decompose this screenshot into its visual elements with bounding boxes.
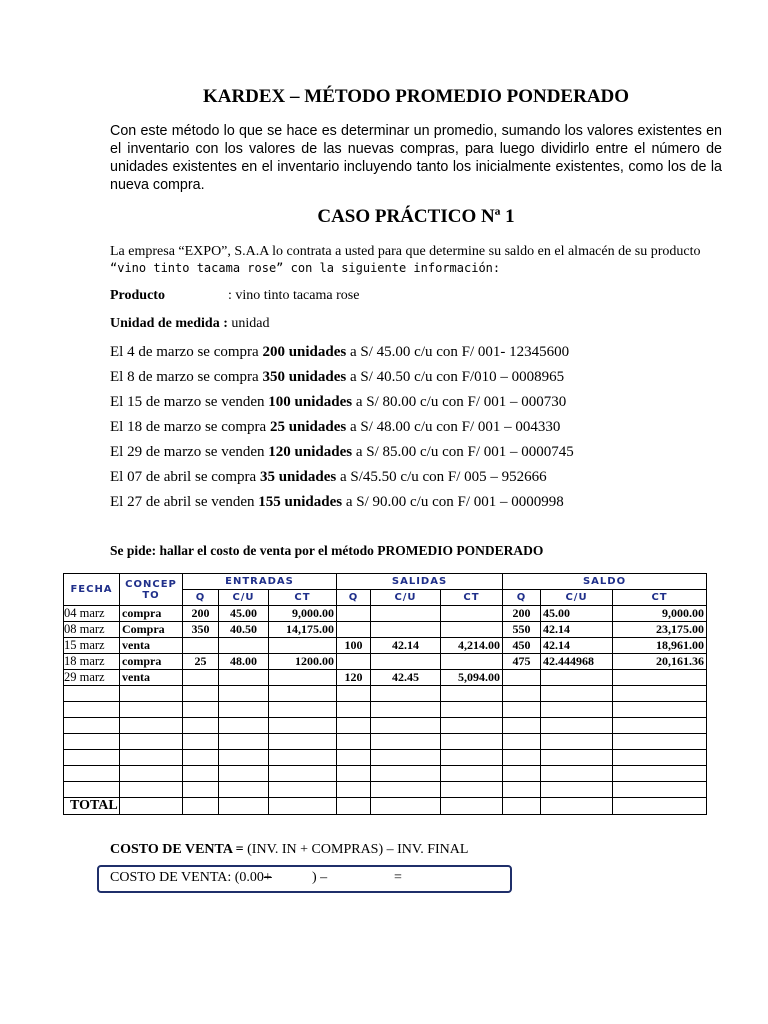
concepto-cell: [120, 686, 183, 702]
company-product-quote: “vino tinto tacama rose”: [110, 261, 284, 275]
header-salidas-ct: CT: [441, 590, 503, 606]
table-row: [64, 782, 707, 798]
entradas-ct-cell: [269, 670, 337, 686]
salidas-cu-cell: [371, 718, 441, 734]
total-cell: [613, 798, 707, 815]
salidas-ct-cell: [441, 734, 503, 750]
salidas-q-cell: [337, 606, 371, 622]
saldo-ct-cell: [613, 750, 707, 766]
cost-box-close: ) –: [312, 870, 328, 885]
entradas-ct-cell: [269, 750, 337, 766]
salidas-cu-cell: [371, 734, 441, 750]
saldo-cu-cell: 42.14: [541, 638, 613, 654]
operation-item: [110, 392, 750, 417]
entradas-ct-cell: [269, 638, 337, 654]
unit-field: [110, 316, 269, 332]
concepto-cell: venta: [120, 638, 183, 654]
saldo-cu-cell: [541, 718, 613, 734]
entradas-cu-cell: 40.50: [219, 622, 269, 638]
operations-list: [110, 342, 750, 517]
cost-answer-box: [97, 865, 512, 893]
table-row: [64, 686, 707, 702]
saldo-q-cell: 200: [503, 606, 541, 622]
entradas-ct-cell: [269, 766, 337, 782]
salidas-cu-cell: 42.45: [371, 670, 441, 686]
table-row: [64, 654, 707, 670]
total-cell: [269, 798, 337, 815]
header-concepto: [120, 574, 183, 606]
saldo-q-cell: [503, 750, 541, 766]
saldo-q-cell: 550: [503, 622, 541, 638]
request-text: Se pide: hallar el costo de venta por el método PROMEDIO PONDERADO: [110, 543, 544, 558]
operation-text: El 15 de marzo se venden: [110, 394, 269, 410]
header-fecha: FECHA: [64, 574, 120, 606]
total-label: TOTAL: [64, 798, 120, 815]
total-cell: [541, 798, 613, 815]
kardex-table: [63, 573, 707, 815]
operation-text: El 27 de abril se venden: [110, 494, 259, 510]
salidas-ct-cell: [441, 654, 503, 670]
entradas-cu-cell: [219, 782, 269, 798]
salidas-ct-cell: [441, 782, 503, 798]
operation-item: [110, 442, 750, 467]
salidas-q-cell: [337, 622, 371, 638]
total-cell: [503, 798, 541, 815]
total-cell: [337, 798, 371, 815]
concepto-cell: [120, 718, 183, 734]
cost-box-prefix: [110, 870, 272, 886]
saldo-ct-cell: [613, 734, 707, 750]
salidas-q-cell: [337, 766, 371, 782]
salidas-cu-cell: [371, 622, 441, 638]
fecha-cell: [64, 702, 120, 718]
header-entradas-ct: CT: [269, 590, 337, 606]
unit-label: Unidad de medida :: [110, 316, 228, 331]
salidas-q-cell: [337, 782, 371, 798]
operation-qty: 25 unidades: [269, 419, 347, 435]
entradas-q-cell: 350: [183, 622, 219, 638]
saldo-q-cell: [503, 718, 541, 734]
saldo-cu-cell: [541, 702, 613, 718]
fecha-cell: [64, 750, 120, 766]
saldo-q-cell: 450: [503, 638, 541, 654]
saldo-cu-cell: 45.00: [541, 606, 613, 622]
saldo-ct-cell: [613, 766, 707, 782]
cost-box-plus: +: [263, 870, 272, 885]
table-row: [64, 750, 707, 766]
operation-qty: 350 unidades: [262, 369, 347, 385]
entradas-cu-cell: [219, 718, 269, 734]
saldo-ct-cell: 23,175.00: [613, 622, 707, 638]
entradas-q-cell: [183, 686, 219, 702]
header-concepto-a: CONCEP: [125, 578, 177, 590]
operation-text: El 4 de marzo se compra: [110, 344, 263, 360]
entradas-cu-cell: [219, 734, 269, 750]
saldo-q-cell: [503, 766, 541, 782]
fecha-cell: 29 marz: [64, 670, 120, 686]
salidas-cu-cell: [371, 766, 441, 782]
entradas-cu-cell: [219, 702, 269, 718]
header-saldo-ct: CT: [613, 590, 707, 606]
saldo-cu-cell: [541, 782, 613, 798]
fecha-cell: 08 marz: [64, 622, 120, 638]
entradas-ct-cell: [269, 686, 337, 702]
operation-text: El 18 de marzo se compra: [110, 419, 270, 435]
cost-box-equals: =: [394, 870, 402, 885]
operation-qty: 155 unidades: [258, 494, 343, 510]
concepto-cell: compra: [120, 654, 183, 670]
operation-qty: 100 unidades: [268, 394, 353, 410]
header-entradas: ENTRADAS: [183, 574, 337, 590]
header-concepto-b: TO: [142, 589, 160, 601]
saldo-cu-cell: [541, 734, 613, 750]
unit-value: unidad: [227, 316, 270, 331]
salidas-ct-cell: [441, 622, 503, 638]
entradas-q-cell: [183, 782, 219, 798]
cost-formula: [110, 842, 468, 858]
entradas-ct-cell: 14,175.00: [269, 622, 337, 638]
entradas-cu-cell: [219, 750, 269, 766]
operation-item: [110, 467, 750, 492]
saldo-q-cell: [503, 670, 541, 686]
total-cell: [219, 798, 269, 815]
saldo-cu-cell: 42.14: [541, 622, 613, 638]
fecha-cell: [64, 734, 120, 750]
entradas-cu-cell: [219, 686, 269, 702]
operation-text: a S/ 40.50 c/u con F/010 – 0008965: [346, 369, 565, 385]
salidas-ct-cell: [441, 750, 503, 766]
entradas-q-cell: [183, 638, 219, 654]
operation-text: a S/ 90.00 c/u con F/ 001 – 0000998: [342, 494, 564, 510]
case-title: CASO PRÁCTICO Nª 1: [317, 206, 515, 227]
salidas-cu-cell: [371, 702, 441, 718]
operation-item: [110, 367, 750, 392]
saldo-q-cell: [503, 702, 541, 718]
fecha-cell: 15 marz: [64, 638, 120, 654]
concepto-cell: Compra: [120, 622, 183, 638]
operation-text: El 29 de marzo se venden: [110, 444, 269, 460]
cost-formula-label: COSTO DE VENTA =: [110, 842, 244, 857]
total-cell: [183, 798, 219, 815]
saldo-cu-cell: [541, 686, 613, 702]
saldo-ct-cell: [613, 686, 707, 702]
salidas-cu-cell: 42.14: [371, 638, 441, 654]
company-text-c: con la siguiente información:: [283, 261, 501, 275]
salidas-q-cell: [337, 654, 371, 670]
operation-qty: 35 unidades: [259, 469, 337, 485]
table-row: [64, 606, 707, 622]
entradas-ct-cell: [269, 782, 337, 798]
operation-text: a S/ 85.00 c/u con F/ 001 – 0000745: [352, 444, 574, 460]
header-saldo: SALDO: [503, 574, 707, 590]
operation-text: El 8 de marzo se compra: [110, 369, 263, 385]
operation-item: [110, 342, 750, 367]
entradas-cu-cell: 45.00: [219, 606, 269, 622]
fecha-cell: 04 marz: [64, 606, 120, 622]
fecha-cell: [64, 782, 120, 798]
cost-formula-rest: (INV. IN + COMPRAS) – INV. FINAL: [243, 842, 469, 857]
saldo-ct-cell: 9,000.00: [613, 606, 707, 622]
saldo-cu-cell: [541, 670, 613, 686]
concepto-cell: [120, 702, 183, 718]
company-paragraph: [110, 244, 722, 277]
concepto-cell: [120, 750, 183, 766]
entradas-q-cell: [183, 670, 219, 686]
operation-text: a S/ 80.00 c/u con F/ 001 – 000730: [352, 394, 567, 410]
saldo-ct-cell: [613, 718, 707, 734]
salidas-ct-cell: [441, 702, 503, 718]
total-cell: [371, 798, 441, 815]
entradas-q-cell: [183, 718, 219, 734]
header-entradas-cu: C/U: [219, 590, 269, 606]
fecha-cell: 18 marz: [64, 654, 120, 670]
table-row: [64, 734, 707, 750]
salidas-ct-cell: 5,094.00: [441, 670, 503, 686]
saldo-cu-cell: [541, 766, 613, 782]
entradas-cu-cell: [219, 766, 269, 782]
salidas-q-cell: [337, 718, 371, 734]
table-row: [64, 718, 707, 734]
total-cell: [441, 798, 503, 815]
saldo-ct-cell: 18,961.00: [613, 638, 707, 654]
salidas-cu-cell: [371, 750, 441, 766]
saldo-cu-cell: [541, 750, 613, 766]
entradas-q-cell: [183, 766, 219, 782]
salidas-q-cell: 120: [337, 670, 371, 686]
intro-paragraph: Con este método lo que se hace es determinar un promedio, sumando los valores existentes en el inventario con los valores de las nuevas compras, para luego dividirlo entre el número de unidades existentes en el inventario incluyendo tanto los inicialmente existentes, como los de la nueva compra.: [110, 123, 722, 193]
fecha-cell: [64, 686, 120, 702]
entradas-q-cell: 25: [183, 654, 219, 670]
concepto-cell: compra: [120, 606, 183, 622]
entradas-cu-cell: [219, 638, 269, 654]
concepto-cell: venta: [120, 670, 183, 686]
operation-qty: 200 unidades: [262, 344, 347, 360]
saldo-cu-cell: 42.444968: [541, 654, 613, 670]
operation-text: a S/ 45.00 c/u con F/ 001- 12345600: [346, 344, 570, 360]
salidas-q-cell: [337, 734, 371, 750]
entradas-ct-cell: 9,000.00: [269, 606, 337, 622]
company-text-a: La empresa “EXPO”, S.A.A lo contrata a usted para que determine su saldo en el almacén de su producto: [110, 244, 701, 259]
saldo-q-cell: [503, 782, 541, 798]
entradas-ct-cell: [269, 734, 337, 750]
header-entradas-q: Q: [183, 590, 219, 606]
table-row: [64, 670, 707, 686]
saldo-ct-cell: 20,161.36: [613, 654, 707, 670]
operation-qty: 120 unidades: [268, 444, 353, 460]
fecha-cell: [64, 766, 120, 782]
product-field: [110, 288, 360, 304]
fecha-cell: [64, 718, 120, 734]
entradas-cu-cell: 48.00: [219, 654, 269, 670]
cost-box-prefix-text: COSTO DE VENTA: (0.00: [110, 870, 264, 885]
operation-text: El 07 de abril se compra: [110, 469, 260, 485]
document-title: KARDEX – MÉTODO PROMEDIO PONDERADO: [202, 86, 630, 107]
header-salidas-q: Q: [337, 590, 371, 606]
salidas-ct-cell: [441, 686, 503, 702]
salidas-q-cell: [337, 686, 371, 702]
product-value: : vino tinto tacama rose: [228, 288, 360, 303]
operation-text: a S/ 48.00 c/u con F/ 001 – 004330: [346, 419, 561, 435]
salidas-ct-cell: [441, 718, 503, 734]
concepto-cell: [120, 734, 183, 750]
table-row: [64, 702, 707, 718]
salidas-cu-cell: [371, 606, 441, 622]
concepto-cell: [120, 782, 183, 798]
salidas-ct-cell: [441, 766, 503, 782]
saldo-q-cell: [503, 734, 541, 750]
saldo-q-cell: [503, 686, 541, 702]
entradas-cu-cell: [219, 670, 269, 686]
saldo-ct-cell: [613, 782, 707, 798]
concepto-cell: [120, 766, 183, 782]
entradas-q-cell: 200: [183, 606, 219, 622]
table-row: [64, 622, 707, 638]
saldo-ct-cell: [613, 702, 707, 718]
entradas-ct-cell: [269, 702, 337, 718]
product-label: Producto: [110, 288, 165, 303]
entradas-ct-cell: 1200.00: [269, 654, 337, 670]
header-saldo-q: Q: [503, 590, 541, 606]
salidas-q-cell: 100: [337, 638, 371, 654]
salidas-ct-cell: 4,214.00: [441, 638, 503, 654]
salidas-cu-cell: [371, 654, 441, 670]
entradas-q-cell: [183, 734, 219, 750]
saldo-ct-cell: [613, 670, 707, 686]
saldo-q-cell: 475: [503, 654, 541, 670]
salidas-cu-cell: [371, 782, 441, 798]
header-saldo-cu: C/U: [541, 590, 613, 606]
salidas-cu-cell: [371, 686, 441, 702]
operation-item: [110, 492, 750, 517]
header-salidas-cu: C/U: [371, 590, 441, 606]
table-row: [64, 766, 707, 782]
salidas-q-cell: [337, 702, 371, 718]
entradas-q-cell: [183, 702, 219, 718]
table-row: [64, 638, 707, 654]
operation-text: a S/45.50 c/u con F/ 005 – 952666: [336, 469, 547, 485]
total-cell: [120, 798, 183, 815]
salidas-q-cell: [337, 750, 371, 766]
operation-item: [110, 417, 750, 442]
salidas-ct-cell: [441, 606, 503, 622]
header-salidas: SALIDAS: [337, 574, 503, 590]
entradas-ct-cell: [269, 718, 337, 734]
entradas-q-cell: [183, 750, 219, 766]
